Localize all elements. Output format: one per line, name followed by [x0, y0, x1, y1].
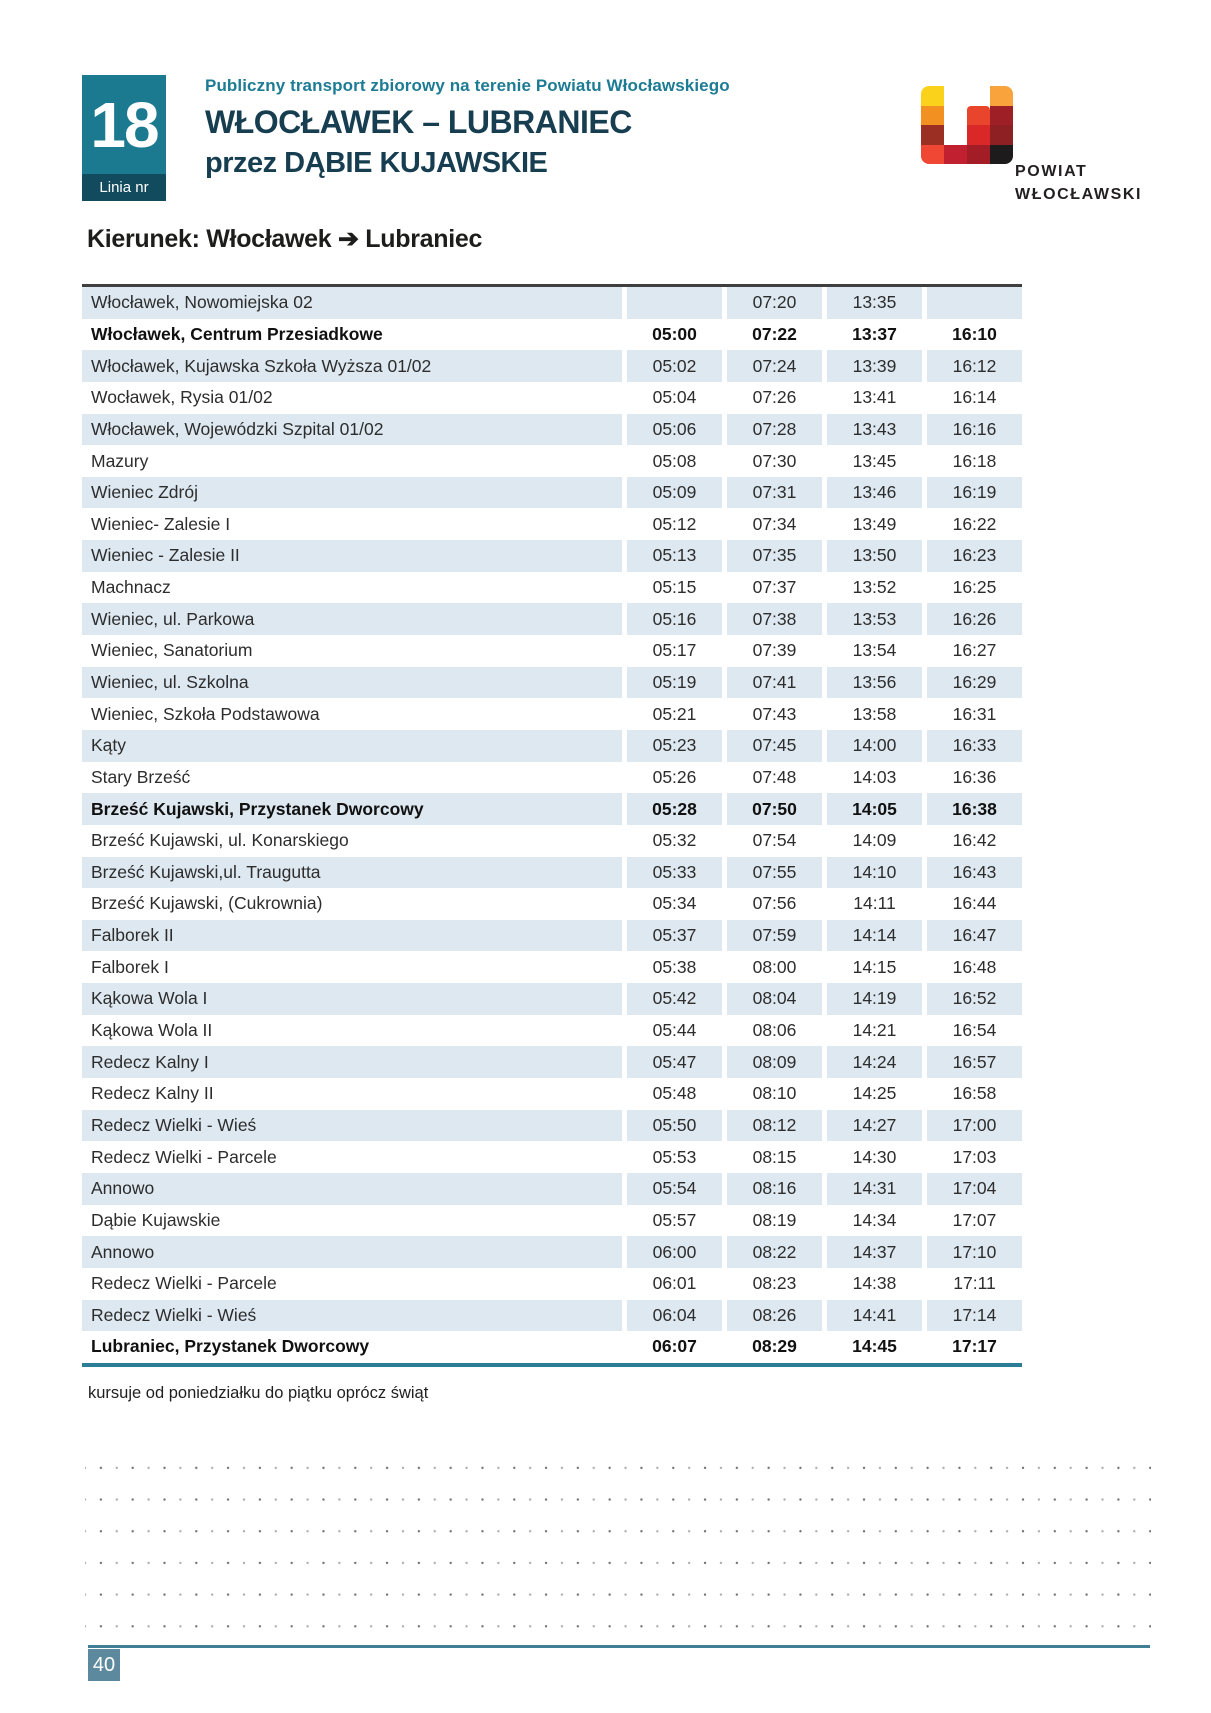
departure-time-cell: 07:50 [727, 793, 822, 825]
table-row [82, 1300, 1022, 1332]
departure-time-cell: 07:24 [727, 350, 822, 382]
departure-time-cell: 17:11 [953, 1273, 996, 1294]
departure-time-cell: 16:31 [952, 703, 997, 724]
departure-time-cell: 08:00 [752, 956, 797, 977]
stop-name-cell: Wieniec, Sanatorium [91, 640, 253, 661]
stop-name-cell: Wieniec, ul. Szkolna [82, 667, 622, 699]
departure-time-cell: 13:52 [852, 577, 897, 598]
departure-time-cell: 07:20 [727, 287, 822, 319]
departure-time-cell: 13:41 [852, 387, 897, 408]
departure-time-cell: 05:34 [652, 893, 697, 914]
logo-tile [990, 106, 1013, 126]
departure-time-cell: 05:50 [627, 1110, 722, 1142]
departure-time-cell: 16:10 [952, 323, 997, 344]
departure-time-cell: 16:54 [952, 1020, 997, 1041]
table-row [82, 1173, 1022, 1205]
stop-name-cell: Wieniec- Zalesie I [91, 513, 231, 534]
departure-time-cell: 05:47 [627, 1046, 722, 1078]
departure-time-cell: 07:30 [752, 450, 797, 471]
stop-name-cell: Brześć Kujawski, Przystanek Dworcowy [82, 793, 622, 825]
stop-name-cell: Kąkowa Wola II [91, 1020, 213, 1041]
departure-time-cell: 07:28 [727, 414, 822, 446]
departure-time-cell: 05:06 [627, 414, 722, 446]
stop-name-cell: Redecz Wielki - Parcele [91, 1146, 277, 1167]
departure-time-cell: 14:24 [827, 1046, 922, 1078]
table-row [82, 1236, 1022, 1268]
departure-time-cell: 07:54 [752, 830, 797, 851]
departure-time-cell: 08:06 [752, 1020, 797, 1041]
departure-time-cell: 14:05 [827, 793, 922, 825]
tagline: Publiczny transport zbiorowy na terenie Powiatu Włocławskiego [205, 76, 730, 95]
departure-time-cell: 14:09 [852, 830, 897, 851]
table-row [82, 1268, 1022, 1300]
departure-time-cell: 16:48 [952, 956, 997, 977]
departure-time-cell: 16:57 [927, 1046, 1022, 1078]
departure-time-cell: 07:34 [752, 513, 797, 534]
departure-time-cell: 05:37 [627, 920, 722, 952]
departure-time-cell: 14:25 [852, 1083, 897, 1104]
departure-time-cell: 13:54 [852, 640, 897, 661]
departure-time-cell: 05:23 [627, 730, 722, 762]
departure-time-cell: 13:56 [827, 667, 922, 699]
departure-time-cell: 17:10 [927, 1236, 1022, 1268]
table-row [82, 1078, 1022, 1110]
departure-time-cell: 05:00 [652, 323, 697, 344]
departure-time-cell: 05:08 [652, 450, 697, 471]
departure-time-cell: 16:47 [927, 920, 1022, 952]
departure-time-cell: 05:42 [627, 983, 722, 1015]
departure-time-cell: 16:38 [927, 793, 1022, 825]
departure-time-cell: 13:45 [852, 450, 897, 471]
table-row [82, 793, 1022, 825]
timetable [82, 284, 1022, 1367]
departure-time-cell: 14:45 [852, 1336, 897, 1357]
departure-time-cell: 13:53 [827, 603, 922, 635]
departure-time-cell: 13:50 [827, 540, 922, 572]
logo-text-line2: WŁOCŁAWSKI [1015, 186, 1143, 204]
departure-time-cell: 14:00 [827, 730, 922, 762]
table-row [82, 287, 1022, 319]
departure-time-cell: 05:44 [652, 1020, 697, 1041]
departure-time-cell: 08:09 [727, 1046, 822, 1078]
table-row [82, 1015, 1022, 1047]
table-row [82, 698, 1022, 730]
stop-name-cell: Brześć Kujawski, ul. Konarskiego [91, 830, 349, 851]
table-row [82, 951, 1022, 983]
departure-time-cell: 07:55 [727, 857, 822, 889]
route-subtitle: przez DĄBIE KUJAWSKIE [205, 147, 548, 180]
departure-time-cell: 08:19 [752, 1209, 797, 1230]
stop-name-cell: Redecz Wielki - Parcele [91, 1273, 277, 1294]
departure-time-cell: 08:22 [727, 1236, 822, 1268]
logo-tile [990, 125, 1013, 145]
stop-name-cell: Brześć Kujawski, (Cukrownia) [91, 893, 323, 914]
table-row [82, 857, 1022, 889]
departure-time-cell: 05:38 [652, 956, 697, 977]
departure-time-cell: 14:03 [852, 766, 897, 787]
logo-tile [921, 106, 944, 126]
direction-heading: Kierunek: Włocławek ➔ Lubraniec [87, 225, 483, 253]
stop-name-cell: Annowo [82, 1173, 622, 1205]
departure-time-cell: 16:23 [927, 540, 1022, 572]
table-row [82, 1205, 1022, 1237]
departure-time-cell: 14:10 [827, 857, 922, 889]
logo-tile [921, 125, 944, 145]
departure-time-cell: 16:16 [927, 414, 1022, 446]
table-row [82, 1141, 1022, 1173]
table-row [82, 508, 1022, 540]
page-number: 40 [88, 1649, 120, 1681]
departure-time-cell: 08:23 [752, 1273, 797, 1294]
table-row [82, 540, 1022, 572]
logo-text-line1: POWIAT [1015, 163, 1088, 180]
departure-time-cell: 16:52 [927, 983, 1022, 1015]
departure-time-cell: 08:29 [752, 1336, 797, 1357]
departure-time-cell: 06:04 [627, 1300, 722, 1332]
departure-time-cell: 14:41 [827, 1300, 922, 1332]
table-row [82, 635, 1022, 667]
table-row [82, 1331, 1022, 1363]
departure-time-cell [927, 287, 1022, 319]
stop-name-cell: Włocławek, Centrum Przesiadkowe [91, 323, 383, 344]
stop-name-cell: Wieniec, Szkoła Podstawowa [91, 703, 320, 724]
logo-tile [967, 145, 990, 165]
departure-time-cell: 17:04 [927, 1173, 1022, 1205]
table-row [82, 920, 1022, 952]
departure-time-cell: 05:53 [652, 1146, 697, 1167]
departure-time-cell: 16:58 [952, 1083, 997, 1104]
logo-tile [990, 86, 1013, 106]
departure-time-cell: 08:26 [727, 1300, 822, 1332]
table-row [82, 603, 1022, 635]
departure-time-cell: 16:29 [927, 667, 1022, 699]
table-row [82, 350, 1022, 382]
header-text [205, 76, 730, 180]
departure-time-cell: 05:21 [652, 703, 697, 724]
stop-name-cell: Włocławek, Wojewódzki Szpital 01/02 [82, 414, 622, 446]
departure-time-cell: 05:57 [652, 1209, 697, 1230]
departure-time-cell: 07:37 [752, 577, 797, 598]
departure-time-cell: 07:39 [752, 640, 797, 661]
departure-time-cell: 05:17 [652, 640, 697, 661]
departure-time-cell: 05:09 [627, 477, 722, 509]
departure-time-cell: 16:36 [952, 766, 997, 787]
departure-time-cell: 14:21 [852, 1020, 897, 1041]
departure-time-cell: 13:46 [827, 477, 922, 509]
notes-dot-grid [85, 1452, 1151, 1638]
line-number: 18 [90, 88, 158, 161]
departure-time-cell: 05:12 [652, 513, 697, 534]
logo-tile [944, 145, 967, 165]
logo-w-icon [921, 86, 1013, 164]
stop-name-cell: Wieniec - Zalesie II [82, 540, 622, 572]
departure-time-cell: 14:37 [827, 1236, 922, 1268]
stop-name-cell: Wocławek, Rysia 01/02 [91, 387, 273, 408]
stop-name-cell: Stary Brześć [91, 766, 191, 787]
departure-time-cell: 07:48 [752, 766, 797, 787]
departure-time-cell: 08:15 [752, 1146, 797, 1167]
stop-name-cell: Redecz Kalny I [82, 1046, 622, 1078]
timetable-body [82, 287, 1022, 1363]
table-row [82, 319, 1022, 351]
departure-time-cell: 16:33 [927, 730, 1022, 762]
departure-time-cell: 16:19 [927, 477, 1022, 509]
departure-time-cell: 07:56 [752, 893, 797, 914]
logo-text [1015, 160, 1142, 206]
departure-time-cell: 05:19 [627, 667, 722, 699]
departure-time-cell: 05:54 [627, 1173, 722, 1205]
departure-time-cell: 05:26 [652, 766, 697, 787]
departure-time-cell: 16:22 [952, 513, 997, 534]
table-row [82, 1046, 1022, 1078]
stop-name-cell: Kąty [82, 730, 622, 762]
stop-name-cell: Wieniec, ul. Parkowa [82, 603, 622, 635]
departure-time-cell: 14:31 [827, 1173, 922, 1205]
logo-tile [967, 125, 990, 145]
departure-time-cell: 14:15 [852, 956, 897, 977]
stop-name-cell: Brześć Kujawski,ul. Traugutta [82, 857, 622, 889]
departure-time-cell: 07:22 [752, 323, 797, 344]
table-row [82, 414, 1022, 446]
departure-time-cell: 07:59 [727, 920, 822, 952]
table-row [82, 477, 1022, 509]
table-row [82, 572, 1022, 604]
departure-time-cell [627, 287, 722, 319]
departure-time-cell: 13:49 [852, 513, 897, 534]
departure-time-cell: 13:58 [852, 703, 897, 724]
table-row [82, 983, 1022, 1015]
departure-time-cell: 07:45 [727, 730, 822, 762]
departure-time-cell: 16:26 [927, 603, 1022, 635]
departure-time-cell: 08:12 [727, 1110, 822, 1142]
departure-time-cell: 16:42 [952, 830, 997, 851]
departure-time-cell: 06:01 [652, 1273, 697, 1294]
line-number-label: Linia nr [82, 174, 166, 201]
departure-time-cell: 16:18 [952, 450, 997, 471]
departure-time-cell: 14:27 [827, 1110, 922, 1142]
table-row [82, 667, 1022, 699]
departure-time-cell: 17:03 [952, 1146, 997, 1167]
departure-time-cell: 07:41 [727, 667, 822, 699]
table-row [82, 762, 1022, 794]
table-row [82, 382, 1022, 414]
departure-time-cell: 08:10 [752, 1083, 797, 1104]
stop-name-cell: Włocławek, Nowomiejska 02 [82, 287, 622, 319]
footer-rule [88, 1645, 1150, 1648]
departure-time-cell: 07:43 [752, 703, 797, 724]
table-row [82, 825, 1022, 857]
logo-tile [967, 106, 990, 126]
departure-time-cell: 05:33 [627, 857, 722, 889]
stop-name-cell: Annowo [82, 1236, 622, 1268]
departure-time-cell: 05:28 [627, 793, 722, 825]
departure-time-cell: 16:25 [952, 577, 997, 598]
departure-time-cell: 05:02 [627, 350, 722, 382]
route-title: WŁOCŁAWEK – LUBRANIEC [205, 104, 632, 140]
logo-tile [921, 145, 944, 165]
departure-time-cell: 05:15 [652, 577, 697, 598]
departure-time-cell: 14:30 [852, 1146, 897, 1167]
powiat-wloclawski-logo [921, 86, 1143, 204]
departure-time-cell: 14:38 [852, 1273, 897, 1294]
stop-name-cell: Lubraniec, Przystanek Dworcowy [91, 1336, 370, 1357]
stop-name-cell: Włocławek, Kujawska Szkoła Wyższa 01/02 [82, 350, 622, 382]
departure-time-cell: 13:35 [827, 287, 922, 319]
stop-name-cell: Machnacz [91, 577, 171, 598]
departure-time-cell: 05:32 [652, 830, 697, 851]
departure-time-cell: 06:07 [652, 1336, 697, 1357]
logo-tile [921, 86, 944, 106]
departure-time-cell: 14:34 [852, 1209, 897, 1230]
departure-time-cell: 13:43 [827, 414, 922, 446]
table-row [82, 888, 1022, 920]
departure-time-cell: 17:17 [952, 1336, 997, 1357]
departure-time-cell: 17:07 [952, 1209, 997, 1230]
stop-name-cell: Redecz Wielki - Wieś [82, 1110, 622, 1142]
departure-time-cell: 06:00 [627, 1236, 722, 1268]
departure-time-cell: 17:14 [927, 1300, 1022, 1332]
departure-time-cell: 16:27 [952, 640, 997, 661]
departure-time-cell: 16:44 [952, 893, 997, 914]
departure-time-cell: 14:19 [827, 983, 922, 1015]
departure-time-cell: 14:11 [853, 893, 896, 914]
stop-name-cell: Redecz Kalny II [91, 1083, 214, 1104]
departure-time-cell: 13:39 [827, 350, 922, 382]
departure-time-cell: 07:26 [752, 387, 797, 408]
table-row [82, 1110, 1022, 1142]
departure-time-cell: 05:13 [627, 540, 722, 572]
departure-time-cell: 17:00 [927, 1110, 1022, 1142]
departure-time-cell: 05:48 [652, 1083, 697, 1104]
logo-tile [990, 145, 1013, 165]
stop-name-cell: Redecz Wielki - Wieś [82, 1300, 622, 1332]
table-row [82, 445, 1022, 477]
departure-time-cell: 16:12 [927, 350, 1022, 382]
stop-name-cell: Wieniec Zdrój [82, 477, 622, 509]
departure-time-cell: 07:38 [727, 603, 822, 635]
service-note: kursuje od poniedziałku do piątku oprócz świąt [88, 1384, 429, 1402]
stop-name-cell: Mazury [91, 450, 149, 471]
departure-time-cell: 07:31 [727, 477, 822, 509]
stop-name-cell: Dąbie Kujawskie [91, 1209, 221, 1230]
stop-name-cell: Kąkowa Wola I [82, 983, 622, 1015]
departure-time-cell: 16:43 [927, 857, 1022, 889]
departure-time-cell: 07:35 [727, 540, 822, 572]
departure-time-cell: 14:14 [827, 920, 922, 952]
departure-time-cell: 16:14 [952, 387, 997, 408]
departure-time-cell: 08:04 [727, 983, 822, 1015]
line-number-box [82, 75, 166, 201]
departure-time-cell: 05:16 [627, 603, 722, 635]
stop-name-cell: Falborek II [82, 920, 622, 952]
departure-time-cell: 05:04 [652, 387, 697, 408]
stop-name-cell: Falborek I [91, 956, 169, 977]
table-row [82, 730, 1022, 762]
departure-time-cell: 08:16 [727, 1173, 822, 1205]
departure-time-cell: 13:37 [852, 323, 897, 344]
